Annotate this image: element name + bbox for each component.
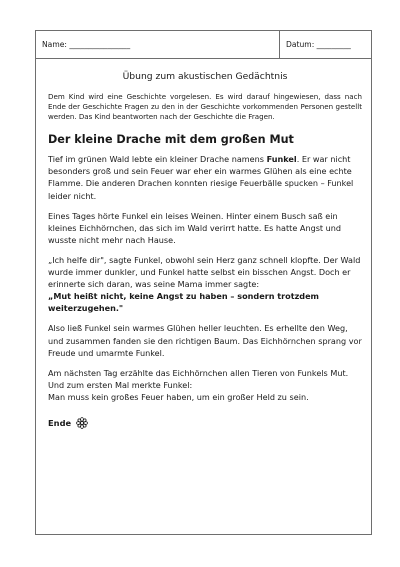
worksheet-content (48, 71, 362, 429)
story-paragraph-5 (48, 367, 362, 403)
exercise-instructions: Dem Kind wird eine Geschichte vorgelesen. Es wird darauf hingewiesen, dass nach Ende der Geschichte Fragen zu den in der Geschichte vorkommenden Personen gestellt werden. Das Kind beantworten nach der Geschichte die Fragen. (48, 92, 362, 122)
date-field[interactable]: Datum: _________ (279, 31, 371, 58)
paragraph-text: Am nächsten Tag erzählte das Eichhörnchen allen Tieren von Funkels Mut. Und zum ersten Mal merkte Funkel: (48, 367, 349, 390)
exercise-title: Übung zum akustischen Gedächtnis (122, 71, 288, 82)
paragraph-text: Tief im grünen Wald lebte ein kleiner Drache namens (48, 154, 267, 165)
worksheet (35, 30, 372, 535)
story-paragraph-3 (48, 254, 362, 314)
story-paragraph-1 (48, 153, 362, 201)
paragraph-text: . Er war nicht besonders groß und sein Feuer war eher ein warmes Glühen als eine echte Flamme. Die anderen Drachen konnten riesige Feuerbälle spucken – Funkel leider nicht. (48, 154, 354, 201)
story-ending (48, 417, 362, 429)
name-field[interactable]: Name: ________________ (42, 40, 131, 49)
flower-icon (76, 417, 88, 429)
story-paragraph-2: Eines Tages hörte Funkel ein leises Weinen. Hinter einem Busch saß ein kleines Eichhörnchen, das sich im Wald verirrt hatte. Es hatte Angst und wusste nicht mehr nach Hause. (48, 210, 342, 245)
story-title: Der kleine Drache mit dem großen Mut (48, 133, 294, 147)
story-paragraph-4: Also ließ Funkel sein warmes Glühen heller leuchten. Es erhellte den Weg, und zusammen fanden sie den richtigen Baum. Das Eichhörnchen sprang vor Freude und umarmte Funkel. (48, 323, 362, 358)
mama-quote: „Mut heißt nicht, keine Angst zu haben – sondern trotzdem weiterzugehen." (48, 291, 319, 314)
paragraph-text: „Ich helfe dir", sagte Funkel, obwohl sein Herz ganz schnell klopfte. Der Wald wurde immer dunkler, und Funkel hatte selbst ein bisschen Angst. Doch er erinnerte sich daran, was seine Mama immer sagte: (48, 254, 361, 290)
story-moral: Man muss kein großes Feuer haben, um ein großer Held zu sein. (48, 391, 309, 402)
character-name: Funkel (266, 154, 297, 165)
worksheet-header (36, 31, 371, 59)
end-label: Ende (48, 417, 72, 428)
